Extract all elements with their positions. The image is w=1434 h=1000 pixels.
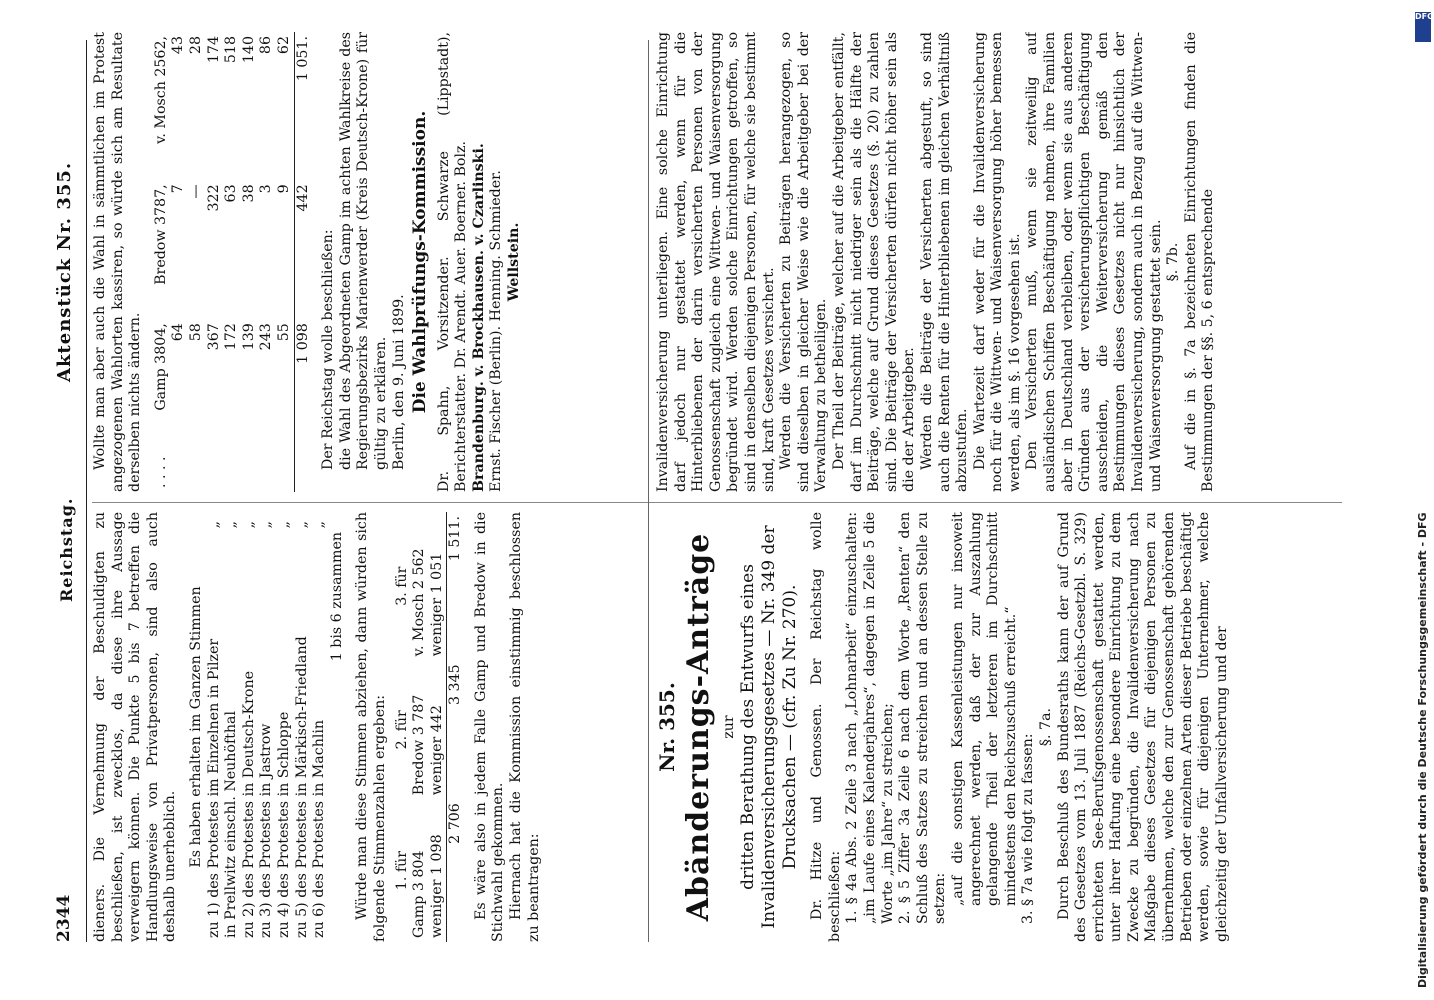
header-parliament: Reichstag. <box>57 497 76 602</box>
signers <box>436 32 524 492</box>
header-rule <box>86 40 87 942</box>
place-date: Berlin, den 9. Juni 1899. <box>390 294 407 470</box>
protest-ditto: „ <box>311 520 328 529</box>
calc-less-1: weniger 1 098 <box>428 834 445 938</box>
dfg-logo-text: DFG <box>1415 12 1434 21</box>
vote-cell-c: 140 <box>240 36 257 64</box>
vote-cell-c: 518 <box>223 36 240 64</box>
vote-cell-c: 174 <box>205 36 222 64</box>
intro-paragraph: dieners. Die Vernehmung der Beschuldigten zu beschließen, ist zwecklos, da diese ihre Aussage verweigern können. Die Punkte 5 bis 7 betreffen die Handlungsweise von Privatpersonen, sind also auch deshalb unerheblich. <box>92 512 179 942</box>
stamp-text: Digitalisierung gefördert durch die Deutsche Forschungsgemeinschaft - DFG <box>1416 512 1429 988</box>
calc-result-2: 3 345 <box>447 660 465 799</box>
protest-ditto: „ <box>240 520 257 529</box>
calc-name-1: Gamp 3 804 <box>411 850 428 938</box>
total-dots: . . . . <box>152 456 169 488</box>
paragraph-7b-heading: §. 7b. <box>1165 242 1182 282</box>
signers-line-2: Brandenburg. v. Brockhausen. v. Czarlinski. <box>470 143 487 492</box>
protest-label: zu 4) des Protestes in Schloppe <box>275 711 292 938</box>
vote-cell-a: 58 <box>187 323 204 342</box>
total-gamp: 1 098 <box>294 319 312 441</box>
calc-less-3: weniger 1 051 <box>428 552 445 657</box>
deduct-paragraph: Würde man diese Stimmen abziehen, dann würden sich folgende Stimmenzahlen ergeben: <box>354 512 388 942</box>
vote-cell-b: 322 <box>205 184 222 212</box>
column-4 <box>655 32 1345 492</box>
candidate-votes-row <box>223 32 241 492</box>
candidate-votes-row <box>170 32 188 492</box>
digitization-stamp <box>1412 8 1434 988</box>
amendment-2-quote: „auf die sonstigen Kassenleistungen nur insoweit angerechnet werden, daß der zur Auszahlung gelangende Theil der letzteren im Durchschnitt mindestens den Reichszuschuß erreicht.“ <box>949 512 1019 906</box>
calc-header-1: 1. für <box>393 850 410 891</box>
column-1 <box>92 512 642 942</box>
vote-cell-a: 64 <box>170 323 187 342</box>
section-title: Abänderungs-Anträge <box>680 532 716 922</box>
protest-ditto: „ <box>293 520 310 529</box>
protest-ditto: „ <box>275 520 292 529</box>
cand-header-gamp: Gamp 3804, <box>152 323 169 411</box>
total-bredow: 442 <box>294 180 312 319</box>
movers: Dr. Hitze und Genossen. Der Reichstag wolle beschließen: <box>809 512 843 942</box>
vote-cell-b: 7 <box>170 184 187 194</box>
header-document: Aktenstück Nr. 355. <box>54 161 75 382</box>
candidate-votes-row <box>241 32 259 492</box>
page-header <box>50 40 80 942</box>
protest-row <box>258 512 276 942</box>
section-number: Nr. 355. <box>655 682 679 772</box>
vote-cell-b: 3 <box>258 184 275 194</box>
total-label: 1 bis 6 zusammen <box>328 532 345 662</box>
protest-ditto: „ <box>258 520 275 529</box>
vote-cell-c: 62 <box>275 36 292 55</box>
signers-line-4: Wellstein. <box>506 222 523 302</box>
col4-paragraph-4: Werden die Beiträge der Versicherten abgestuft, so sind auch die Renten für die Hinterbliebenen im gleichen Verhältniß abzustufen. <box>918 32 971 492</box>
protest-row <box>206 512 224 942</box>
column-separator <box>92 502 1342 503</box>
paragraph-7a-heading: §. 7a. <box>1037 707 1054 747</box>
paragraph-7a-text: Durch Beschluß des Bundesraths kann der auf Grund des Gesetzes vom 13. Juli 1887 (Reichs-Gesetzbl. S. 329) errichteten See-Berufsgenossenschaft gestattet werden, unter ihrer Haftung eine besondere Einrichtung zu dem Zwecke zu begründen, die Invalidenversicherung nach Maßgabe dieses Gesetzes für diejenigen Personen zu übernehmen, welche den zur Genossenschaft gehörenden Betrieben oder einzelnen Arten dieser Betriebe beschäftigt werden, sowie für diejenigen Unternehmer, welche gleichzeitig der Unfallversicherung und der <box>1055 512 1230 942</box>
protest-row <box>294 512 312 942</box>
cand-header-bredow: Bredow 3787, <box>152 184 169 285</box>
vote-cell-a: 139 <box>240 323 257 351</box>
calc-less-2: weniger 442 <box>428 705 445 796</box>
antrag-intro: Der Reichstag wolle beschließen: <box>320 229 337 470</box>
dfg-logo <box>1415 12 1434 42</box>
vote-cell-b: 9 <box>275 184 292 194</box>
vote-cell-b: — <box>187 184 204 199</box>
protest-row <box>223 512 241 942</box>
signers-line-1: Dr. Spahn, Vorsitzender. Schwarze (Lippstadt), Berichterstatter. Dr. Arendt. Auer. Boerner. Bolz. <box>435 32 470 492</box>
vote-cell-c: 28 <box>187 36 204 55</box>
protest-ditto: „ <box>205 520 222 529</box>
cand-header-mosch: v. Mosch 2562, <box>152 36 169 144</box>
amendment-1: 1. § 4a Abs. 2 Zeile 3 nach „Lohnarbeit“ einzuschalten: „im Laufe eines Kalenderjahres“, dagegen in Zeile 5 die Worte „im Jahre“ zu streichen; <box>844 512 896 924</box>
col4-paragraph-5: Die Wartezeit darf weder für die Invalidenversicherung noch für die Wittwen- und Waisenversorgung höher bemessen werden, als im §. 16 vorgesehen ist. <box>971 32 1023 492</box>
vote-cell-a: 367 <box>205 323 222 351</box>
vote-cell-a: 55 <box>275 323 292 342</box>
signers-line-3: Ernst. Fischer (Berlin). Henning. Schmieder. <box>488 170 505 492</box>
candidate-votes-table <box>153 32 312 492</box>
protest-label: zu 5) des Protestes in Märkisch-Friedland <box>293 636 310 938</box>
calc-header-3: 3. für <box>393 566 410 606</box>
candidate-votes-row <box>206 32 224 492</box>
protest-label: zu 2) des Protestes in Deutsch-Krone <box>240 670 257 938</box>
section-divider <box>648 40 649 942</box>
calc-name-3: v. Mosch 2 562 <box>411 548 428 657</box>
page-number: 2344 <box>54 894 74 942</box>
candidate-votes-row <box>188 32 206 492</box>
stichwahl-paragraph: Es wäre also in jedem Falle Gamp und Bredow in die Stichwahl gekommen. <box>472 512 507 942</box>
wahlorte-paragraph: Wollte man aber auch die Wahl in sämmtlichen im Protest angezogenen Wahlorten kassiren, so würde sich am Resultate derselben nichts ändern. <box>92 32 144 492</box>
col4-paragraph-6: Den Versicherten muß, wenn sie zeitweilig auf ausländischen Schiffen Beschäftigung nehmen, ihre Familien aber in Deutschland verbleiben, oder wenn sie aus anderen Gründen aus der versicherungspflichtigen Beschäftigung ausscheiden, die Weiterversicherung gemäß den Bestimmungen dieses Gesetzes nicht nur hinsichtlich der Invalidenversicherung, sondern auch in Bezug auf die Wittwen- und Waisenversorgung gestattet sein. <box>1024 32 1164 492</box>
vote-cell-a: 172 <box>223 323 240 351</box>
calc-result-1: 2 706 <box>447 799 465 942</box>
protest-label: zu 1) des Protestes im Einzelnen in Pilzer <box>205 638 222 938</box>
col4-paragraph-7: Auf die in §. 7a bezeichneten Einrichtungen finden die Bestimmungen der §§. 5, 6 entsprechende <box>1182 32 1217 492</box>
col4-paragraph-2: Werden die Versicherten zu Beiträgen herangezogen, so sind dieselben in gleicher Weise wie die Arbeitgeber bei der Verwaltung zu betheiligen. <box>778 32 830 492</box>
calc-header-2: 2. für <box>393 710 410 750</box>
column-2 <box>92 32 642 492</box>
section-zur: zur <box>720 715 737 739</box>
vote-cell-c: 43 <box>170 36 187 55</box>
votes-intro: Es haben erhalten im Ganzen Stimmen <box>187 586 204 868</box>
protest-row <box>276 512 294 942</box>
amendment-3: 3. § 7a wie folgt zu fassen: <box>1020 733 1037 924</box>
column-3 <box>655 512 1345 942</box>
commission-title: Die Wahlprüfungs-Kommission. <box>410 110 431 414</box>
col4-paragraph-1: Invalidenversicherung unterliegen. Eine solche Einrichtung darf jedoch nur gestattet werden, wenn für die Hinterbliebenen der darin versicherten Personen von der Genossenschaft zugleich eine Wittwen- und Waisenversorgung begründet wird. Werden solche Einrichtungen getroffen, so sind in denselben diejenigen Personen, für welche sie bestimmt sind, kraft Gesetzes versichert. <box>655 32 777 492</box>
hiernach-paragraph: Hiernach hat die Kommission einstimmig beschlossen zu beantragen: <box>508 512 542 942</box>
protest-label: zu 6) des Protestes in Machlin <box>311 719 328 938</box>
amendment-2: 2. § 5 Ziffer 3a Zeile 6 nach dem Worte „Renten“ den Schluß des Satzes zu streichen und an dessen Stelle zu setzen: <box>897 512 949 924</box>
col4-paragraph-3: Der Theil der Beiträge, welcher auf die Arbeitgeber entfällt, darf im Durchschnitt nicht niedriger sein als die Hälfte der Beiträge, welche auf Grund dieses Gesetzes (§. 20) zu zahlen sind. Die Beiträge der Versicherten dürfen nicht höher sein als die der Arbeitgeber. <box>830 32 918 492</box>
calculation-table <box>394 512 465 942</box>
vote-cell-a: 243 <box>258 323 275 351</box>
protest-ditto: „ <box>223 520 240 529</box>
calc-name-2: Bredow 3 787 <box>411 694 428 796</box>
vote-cell-b: 38 <box>240 184 257 203</box>
candidate-votes-row <box>276 32 294 492</box>
section-subtitle: dritten Berathung des Entwurfs eines Invalidenversicherungsgesetzes — Nr. 349 der Drucksachen — (cfr. Zu Nr. 270). <box>738 525 801 929</box>
vote-cell-b: 63 <box>223 184 240 203</box>
antrag-text: die Wahl des Abgeordneten Gamp im achten Wahlkreise des Regierungsbezirks Marienwerder (Kreis Deutsch-Krone) für gültig zu erklären. <box>337 32 389 470</box>
protest-label: zu 3) des Protestes in Jastrow <box>258 723 275 938</box>
candidate-votes-row <box>258 32 276 492</box>
total-mosch: 1 051. <box>294 32 312 180</box>
protest-label: in Prellwitz einschl. Neuhöfthal <box>223 710 240 938</box>
protest-row <box>311 512 329 942</box>
vote-cell-c: 86 <box>258 36 275 55</box>
protest-list <box>206 512 329 942</box>
protest-row <box>241 512 259 942</box>
calc-result-3: 1 511. <box>447 512 465 660</box>
